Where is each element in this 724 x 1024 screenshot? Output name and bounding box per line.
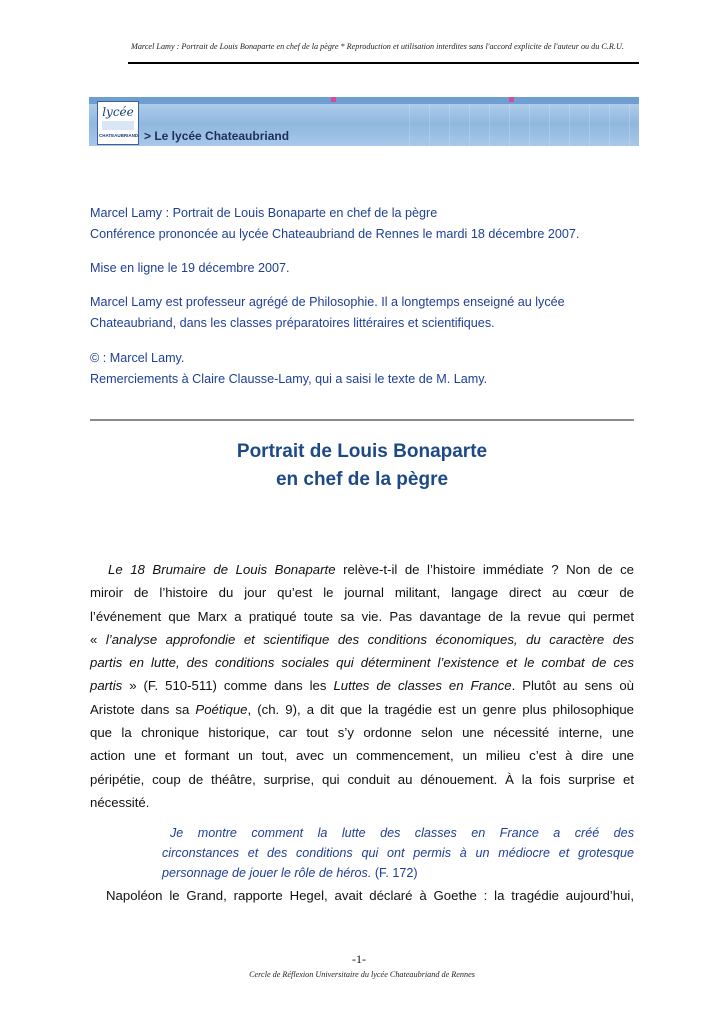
banner-accent [509,97,514,102]
text-line: partis » (F. 510-511) comme dans les Luttes de classes en France. Plutôt au sens où [90,678,634,694]
intro-line-2: Conférence prononcée au lycée Chateaubriand de Rennes le mardi 18 décembre 2007. [90,227,580,241]
page-footer: Cercle de Réflexion Universitaire du lycée Chateaubriand de Rennes [249,970,475,979]
text-line: péripétie, coup de théâtre, surprise, qui conduit au dénouement. À la fois surprise et [90,771,634,787]
intro-bio-1: Marcel Lamy est professeur agrégé de Philosophie. Il a longtemps enseigné au lycée [90,295,565,309]
intro-copyright: © : Marcel Lamy. [90,351,185,365]
body-paragraph-2 [90,884,634,907]
quote-reference: (F. 172) [371,866,418,880]
logo-word: lycée [102,105,134,119]
quote-line: circonstances et des conditions qui ont permis à un médiocre et grotesque [162,846,634,860]
intro-credits [90,348,650,390]
intro-bio-2: Chateaubriand, dans les classes préparatoires littéraires et scientifiques. [90,316,495,330]
banner-title: > Le lycée Chateaubriand [144,129,290,143]
text-line: Napoléon le Grand, rapporte Hegel, avait déclaré à Goethe : la tragédie aujourd’hui, [106,888,634,903]
document-title [90,438,634,494]
header-rule [128,62,639,64]
title-line-2: en chef de la pègre [275,469,449,490]
intro-online-date: Mise en ligne le 19 décembre 2007. [90,261,290,275]
section-divider [90,419,634,421]
body-paragraph-1 [90,558,634,814]
logo-name: CHATEAUBRIAND [99,133,139,138]
banner-strip [89,97,639,104]
quote-line: personnage de jouer le rôle de héros. (F. 172) [162,866,418,880]
text-line: Le 18 Brumaire de Louis Bonaparte relève-t-il de l’histoire immédiate ? Non de ce [108,562,634,577]
quote-line: Je montre comment la lutte des classes en France a créé des [170,826,634,840]
intro-thanks: Remerciements à Claire Clausse-Lamy, qui a saisi le texte de M. Lamy. [90,372,488,386]
text-line: Aristote dans sa Poétique, (ch. 9), a dit que la tragédie est un genre plus philosophique [90,701,634,717]
intro-bio [90,292,650,334]
banner-pattern [409,104,639,146]
text-line: action une et formant un tout, avec un commencement, un milieu c’est à dire une [90,748,634,764]
intro-line-1: Marcel Lamy : Portrait de Louis Bonaparte en chef de la pègre [90,206,438,220]
text-line: miroir de l’histoire du jour qu’est le journal militant, langage direct au cœur de [90,585,634,601]
school-banner [89,97,639,146]
text-line: que la chronique historique, car tout s’y ordonne selon une nécessité interne, une [90,725,634,741]
text-line: partis en lutte, des conditions sociales qui déterminent l’existence et le combat de ces [90,655,634,671]
banner-accent [331,97,336,102]
school-logo [97,101,139,145]
text-line: « l’analyse approfondie et scientifique des conditions économiques, du caractère des [90,631,634,647]
intro-heading [90,203,650,245]
text-line: nécessité. [90,794,150,810]
logo-bar [102,121,134,130]
running-header: Marcel Lamy : Portrait de Louis Bonaparte en chef de la pègre * Reproduction et utilisation interdites sans l'accord explicite de l'auteur ou du C.R.U. [131,42,624,51]
text-line: l’événement que Marx a pratiqué toute sa vie. Pas davantage de la revue qui permet [90,608,634,624]
block-quote [162,823,634,883]
page-number: -1- [352,952,366,966]
title-line-1: Portrait de Louis Bonaparte [236,441,488,462]
